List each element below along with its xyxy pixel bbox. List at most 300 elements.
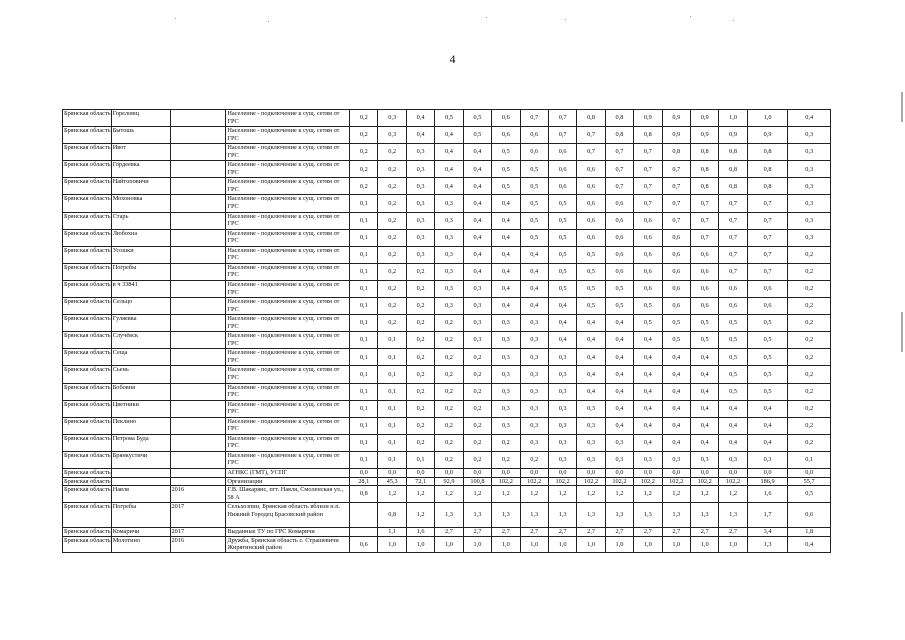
value-cell: 0,4 xyxy=(747,417,788,434)
value-cell: 0,3 xyxy=(577,400,605,417)
value-cell: 0,8 xyxy=(605,110,633,127)
value-cell: 0,4 xyxy=(435,161,463,178)
value-cell: 1,2 xyxy=(520,486,548,503)
value-cell: 0,8 xyxy=(747,161,788,178)
value-cell: 0,3 xyxy=(463,298,491,315)
value-cell: 102,2 xyxy=(690,477,718,486)
value-cell: 0,3 xyxy=(577,434,605,451)
year-cell xyxy=(170,127,226,144)
value-cell: 0,4 xyxy=(435,127,463,144)
value-cell: 1,2 xyxy=(662,486,690,503)
value-cell: 0,2 xyxy=(435,383,463,400)
settlement-cell: Бытошь xyxy=(111,127,170,144)
value-cell: 0,2 xyxy=(406,280,434,297)
value-cell: 0,2 xyxy=(406,400,434,417)
value-cell: 72,1 xyxy=(406,477,434,486)
year-cell xyxy=(170,110,226,127)
value-cell: 55,7 xyxy=(788,477,831,486)
value-cell: 0,3 xyxy=(520,383,548,400)
settlement-cell: Найтоповичи xyxy=(111,178,170,195)
value-cell: 0,0 xyxy=(378,468,406,477)
value-cell: 0,2 xyxy=(788,434,831,451)
value-cell: 0,3 xyxy=(406,161,434,178)
value-cell: 0,1 xyxy=(350,451,378,468)
value-cell: 0,5 xyxy=(719,383,747,400)
settlement-cell: Гореловщ xyxy=(111,110,170,127)
value-cell: 0,6 xyxy=(577,161,605,178)
value-cell: 2,7 xyxy=(463,528,491,537)
value-cell: 0,1 xyxy=(350,298,378,315)
value-cell: 0,8 xyxy=(605,127,633,144)
region-cell: Брянская область xyxy=(63,144,112,161)
value-cell: 0,1 xyxy=(350,263,378,280)
value-cell: 0,7 xyxy=(548,127,576,144)
value-cell: 0,7 xyxy=(605,178,633,195)
value-cell: 0,5 xyxy=(548,263,576,280)
year-cell xyxy=(170,477,226,486)
settlement-cell: Погребы xyxy=(111,263,170,280)
table-row xyxy=(63,477,831,486)
value-cell: 0,2 xyxy=(406,417,434,434)
year-cell: 2016 xyxy=(170,536,226,552)
settlement-cell: в ч 33841 xyxy=(111,280,170,297)
value-cell: 0,5 xyxy=(719,349,747,366)
value-cell: 0,2 xyxy=(350,161,378,178)
value-cell: 0,0 xyxy=(520,468,548,477)
value-cell: 0,7 xyxy=(520,110,548,127)
region-cell: Брянская область xyxy=(64,468,111,476)
settlement-cell: Брянкустичи xyxy=(111,451,170,468)
value-cell: 1,3 xyxy=(492,503,520,528)
value-cell: 0,2 xyxy=(788,280,831,297)
value-cell: 0,5 xyxy=(492,178,520,195)
value-cell: 0,3 xyxy=(788,144,831,161)
value-cell: 0,5 xyxy=(662,315,690,332)
value-cell: 0,7 xyxy=(719,246,747,263)
value-cell: 0,2 xyxy=(378,144,406,161)
value-cell: 0,7 xyxy=(605,161,633,178)
value-cell: 0,5 xyxy=(435,110,463,127)
value-cell: 0,3 xyxy=(548,383,576,400)
description-cell: Население - подключение к сущ. сетям от ГРС xyxy=(226,349,350,366)
value-cell: 0,7 xyxy=(690,195,718,212)
table-row xyxy=(63,434,831,451)
value-cell: 0,3 xyxy=(520,417,548,434)
value-cell: 0,3 xyxy=(548,434,576,451)
region-cell: Брянская область xyxy=(63,298,112,315)
value-cell: 0,3 xyxy=(435,212,463,229)
value-cell: 0,8 xyxy=(662,144,690,161)
value-cell: 0,2 xyxy=(492,451,520,468)
value-cell: 0,2 xyxy=(378,229,406,246)
value-cell: 0,6 xyxy=(690,263,718,280)
settlement-cell: Комаричи xyxy=(111,528,170,537)
value-cell: 0,6 xyxy=(605,229,633,246)
value-cell: 0,3 xyxy=(634,451,662,468)
value-cell: 0,4 xyxy=(690,383,718,400)
value-cell: 0,6 xyxy=(634,212,662,229)
year-cell: 2017 xyxy=(170,528,226,537)
value-cell: 0,0 xyxy=(788,468,831,477)
value-cell: 28,1 xyxy=(350,477,378,486)
description-cell: Население - подключение к сущ. сетям от ГРС xyxy=(226,366,350,383)
value-cell: 1,0 xyxy=(463,536,491,552)
value-cell: 2,7 xyxy=(690,528,718,537)
region-cell: Брянская область xyxy=(63,503,112,528)
year-cell xyxy=(170,144,226,161)
value-cell: 0,6 xyxy=(577,178,605,195)
value-cell: 0,2 xyxy=(406,349,434,366)
value-cell: 0,8 xyxy=(719,144,747,161)
value-cell: 0,6 xyxy=(747,298,788,315)
value-cell: 0,3 xyxy=(520,400,548,417)
value-cell: 0,0 xyxy=(577,468,605,477)
value-cell: 0,6 xyxy=(548,178,576,195)
region-cell: Брянская область xyxy=(63,315,112,332)
value-cell: 0,2 xyxy=(788,332,831,349)
value-cell: 0,0 xyxy=(463,468,491,477)
value-cell: 0,6 xyxy=(605,246,633,263)
value-cell: 0,3 xyxy=(747,451,788,468)
value-cell: 0,4 xyxy=(520,280,548,297)
value-cell: 0,3 xyxy=(520,434,548,451)
value-cell: 0,4 xyxy=(605,400,633,417)
value-cell: 0,1 xyxy=(350,229,378,246)
value-cell: 0,5 xyxy=(548,195,576,212)
year-cell xyxy=(170,212,226,229)
value-cell: 102,2 xyxy=(634,477,662,486)
value-cell: 0,2 xyxy=(788,315,831,332)
value-cell: 0,1 xyxy=(350,417,378,434)
value-cell: 0,4 xyxy=(605,315,633,332)
value-cell: 0,3 xyxy=(435,263,463,280)
value-cell: 0,4 xyxy=(662,434,690,451)
value-cell: 0,4 xyxy=(463,144,491,161)
value-cell: 0,2 xyxy=(406,315,434,332)
value-cell: 0,1 xyxy=(350,212,378,229)
table-row xyxy=(63,332,831,349)
value-cell: 0,7 xyxy=(662,195,690,212)
settlement-cell xyxy=(111,477,170,486)
value-cell: 0,9 xyxy=(662,127,690,144)
value-cell: 92,9 xyxy=(435,477,463,486)
description-cell: Население - подключение к сущ. сетям от ГРС xyxy=(226,383,350,400)
value-cell: 0,1 xyxy=(350,366,378,383)
value-cell: 1,2 xyxy=(378,486,406,503)
value-cell: 2,7 xyxy=(634,528,662,537)
value-cell: 0,7 xyxy=(747,195,788,212)
table-row xyxy=(63,229,831,246)
value-cell: 0,8 xyxy=(350,486,378,503)
value-cell: 0,6 xyxy=(662,246,690,263)
settlement-cell: Сельцо xyxy=(111,298,170,315)
value-cell: 0,2 xyxy=(463,434,491,451)
description-cell: Население - подключение к сущ. сетям от ГРС xyxy=(226,195,350,212)
value-cell: 0,5 xyxy=(634,315,662,332)
value-cell: 0,7 xyxy=(690,229,718,246)
value-cell: 0,5 xyxy=(520,161,548,178)
value-cell: 0,6 xyxy=(520,144,548,161)
region-cell: Брянская область xyxy=(63,349,112,366)
value-cell: 0,2 xyxy=(788,298,831,315)
value-cell: 0,3 xyxy=(435,280,463,297)
value-cell: 0,9 xyxy=(662,110,690,127)
value-cell: 0,3 xyxy=(605,434,633,451)
value-cell: 0,7 xyxy=(662,161,690,178)
value-cell: 0,3 xyxy=(520,332,548,349)
value-cell: 1,6 xyxy=(406,528,434,537)
table-body xyxy=(63,110,831,553)
value-cell: 0,8 xyxy=(719,178,747,195)
value-cell: 0,4 xyxy=(605,349,633,366)
value-cell: 0,3 xyxy=(788,178,831,195)
region-cell: Брянская область xyxy=(63,383,112,400)
value-cell: 0,1 xyxy=(788,451,831,468)
description-cell: Население - подключение к сущ. сетям от ГРС xyxy=(226,263,350,280)
value-cell: 0,3 xyxy=(548,366,576,383)
value-cell: 0,0 xyxy=(350,468,378,477)
value-cell: 0,5 xyxy=(463,127,491,144)
value-cell: 2,7 xyxy=(548,528,576,537)
value-cell: 0,3 xyxy=(548,417,576,434)
table-row xyxy=(63,144,831,161)
value-cell: 0,6 xyxy=(662,229,690,246)
settlement-cell: Ивот xyxy=(111,144,170,161)
value-cell: 0,8 xyxy=(747,178,788,195)
value-cell: 0,4 xyxy=(406,110,434,127)
region-cell: Брянская область xyxy=(63,110,112,127)
value-cell: 1,0 xyxy=(719,110,747,127)
table-row xyxy=(63,503,831,528)
table-row xyxy=(63,349,831,366)
settlement-cell: Сеща xyxy=(111,349,170,366)
value-cell: 0,5 xyxy=(548,246,576,263)
year-cell xyxy=(170,178,226,195)
settlement-cell: Бобовня xyxy=(111,383,170,400)
value-cell: 0,5 xyxy=(577,246,605,263)
table-row xyxy=(63,400,831,417)
value-cell: 0,6 xyxy=(690,298,718,315)
value-cell: 0,5 xyxy=(548,229,576,246)
value-cell: 0,3 xyxy=(492,332,520,349)
value-cell: 0,2 xyxy=(463,451,491,468)
value-cell: 0,3 xyxy=(662,451,690,468)
description-cell: Население - подключение к сущ. сетям от ГРС xyxy=(226,246,350,263)
value-cell: 0,2 xyxy=(378,212,406,229)
description-cell: Сельхозпин, Брянская область вблизи н.п. Нижний Городец Брасовский район xyxy=(226,503,350,528)
value-cell: 0,5 xyxy=(747,315,788,332)
value-cell: 0,4 xyxy=(463,229,491,246)
value-cell: 0,7 xyxy=(634,161,662,178)
value-cell: 0,4 xyxy=(492,298,520,315)
year-cell xyxy=(170,161,226,178)
value-cell: 0,5 xyxy=(520,212,548,229)
value-cell: 0,7 xyxy=(747,246,788,263)
region-cell: Брянская область xyxy=(63,195,112,212)
value-cell: 0,2 xyxy=(520,451,548,468)
year-cell xyxy=(170,315,226,332)
value-cell: 0,4 xyxy=(605,332,633,349)
value-cell: 0,8 xyxy=(378,503,406,528)
value-cell: 0,8 xyxy=(690,161,718,178)
description-cell: Выданные ТУ по ГРС Комаричи xyxy=(226,528,350,537)
value-cell: 1,3 xyxy=(577,503,605,528)
value-cell: 0,5 xyxy=(662,332,690,349)
value-cell: 0,3 xyxy=(548,400,576,417)
value-cell: 0,7 xyxy=(747,263,788,280)
value-cell: 0,4 xyxy=(520,298,548,315)
value-cell: 0,0 xyxy=(406,468,434,477)
value-cell: 0,4 xyxy=(719,417,747,434)
settlement-cell: Навля xyxy=(111,486,170,503)
value-cell: 0,7 xyxy=(634,178,662,195)
value-cell: 1,2 xyxy=(463,486,491,503)
value-cell: 0,4 xyxy=(492,280,520,297)
value-cell: 0,5 xyxy=(719,366,747,383)
description-cell: Население - подключение к сущ. сетям от ГРС xyxy=(226,178,350,195)
value-cell: 0,7 xyxy=(634,195,662,212)
value-cell: 0,3 xyxy=(492,349,520,366)
value-cell: 0,3 xyxy=(492,383,520,400)
settlement-cell: Погребы xyxy=(111,503,170,528)
value-cell: 0,6 xyxy=(690,246,718,263)
value-cell: 1,3 xyxy=(719,503,747,528)
value-cell: 0,2 xyxy=(788,400,831,417)
value-cell: 0,2 xyxy=(435,366,463,383)
value-cell: 0,4 xyxy=(719,434,747,451)
table-row xyxy=(63,195,831,212)
value-cell: 2,7 xyxy=(492,528,520,537)
settlement-cell: Любохна xyxy=(111,229,170,246)
value-cell: 0,2 xyxy=(406,434,434,451)
value-cell: 0,3 xyxy=(788,212,831,229)
value-cell: 0,2 xyxy=(492,434,520,451)
year-cell xyxy=(170,468,226,477)
value-cell: 0,1 xyxy=(378,451,406,468)
year-cell xyxy=(170,332,226,349)
value-cell: 0,7 xyxy=(577,127,605,144)
value-cell xyxy=(350,528,378,537)
value-cell: 2,7 xyxy=(520,528,548,537)
description-cell: Население - подключение к сущ. сетям от ГРС xyxy=(226,298,350,315)
value-cell: 0,1 xyxy=(378,400,406,417)
value-cell: 1,0 xyxy=(634,536,662,552)
value-cell: 3,4 xyxy=(747,528,788,537)
value-cell: 0,2 xyxy=(463,417,491,434)
value-cell: 0,2 xyxy=(378,298,406,315)
year-cell xyxy=(170,229,226,246)
region-cell: Брянская область xyxy=(63,229,112,246)
value-cell: 0,4 xyxy=(662,400,690,417)
table-row xyxy=(63,161,831,178)
value-cell: 0,5 xyxy=(492,144,520,161)
value-cell: 1,8 xyxy=(788,528,831,537)
value-cell: 0,5 xyxy=(719,315,747,332)
region-cell: Брянская область xyxy=(63,178,112,195)
value-cell: 0,1 xyxy=(378,434,406,451)
value-cell: 1,3 xyxy=(747,536,788,552)
value-cell: 0,6 xyxy=(662,280,690,297)
value-cell: 0,3 xyxy=(492,315,520,332)
value-cell: 0,9 xyxy=(690,110,718,127)
value-cell: 0,3 xyxy=(788,161,831,178)
value-cell: 1,0 xyxy=(435,536,463,552)
value-cell: 0,2 xyxy=(435,434,463,451)
region-cell: Брянская область xyxy=(63,212,112,229)
value-cell: 0,2 xyxy=(406,263,434,280)
value-cell: 0,1 xyxy=(350,434,378,451)
value-cell: 0,2 xyxy=(378,195,406,212)
value-cell: 0,2 xyxy=(788,349,831,366)
region-cell: Брянская область xyxy=(63,127,112,144)
table-row xyxy=(63,383,831,400)
value-cell: 0,4 xyxy=(463,212,491,229)
table-row xyxy=(63,468,831,477)
value-cell: 0,3 xyxy=(520,315,548,332)
value-cell: 0,0 xyxy=(634,468,662,477)
year-cell xyxy=(170,298,226,315)
value-cell: 0,7 xyxy=(719,229,747,246)
value-cell: 0,6 xyxy=(634,263,662,280)
value-cell: 1,2 xyxy=(605,486,633,503)
value-cell: 0,4 xyxy=(634,366,662,383)
value-cell: 0,3 xyxy=(690,451,718,468)
value-cell: 0,4 xyxy=(788,536,831,552)
value-cell: 0,9 xyxy=(690,127,718,144)
value-cell: 0,7 xyxy=(605,144,633,161)
value-cell: 0,5 xyxy=(747,332,788,349)
value-cell: 0,1 xyxy=(378,383,406,400)
settlement-cell: Старь xyxy=(111,212,170,229)
value-cell: 1,2 xyxy=(406,486,434,503)
region-cell: Брянская область xyxy=(63,161,112,178)
value-cell: 0,7 xyxy=(747,212,788,229)
value-cell: 0,6 xyxy=(548,144,576,161)
year-cell xyxy=(170,383,226,400)
value-cell: 0,1 xyxy=(350,280,378,297)
value-cell: 1,0 xyxy=(605,536,633,552)
year-cell xyxy=(170,451,226,468)
value-cell: 0,5 xyxy=(520,229,548,246)
value-cell: 2,7 xyxy=(719,528,747,537)
value-cell: 0,3 xyxy=(463,332,491,349)
value-cell: 0,2 xyxy=(435,417,463,434)
value-cell: 0,8 xyxy=(634,127,662,144)
value-cell: 0,4 xyxy=(577,315,605,332)
value-cell: 0,6 xyxy=(662,263,690,280)
value-cell: 0,4 xyxy=(463,161,491,178)
year-cell xyxy=(170,366,226,383)
value-cell: 0,3 xyxy=(548,349,576,366)
description-cell: Г.В. Шакарянс, пгт. Навля, Смоленская ул., 58 А xyxy=(226,486,350,503)
value-cell: 102,2 xyxy=(492,477,520,486)
value-cell: 0,2 xyxy=(406,298,434,315)
value-cell: 0,2 xyxy=(435,315,463,332)
value-cell: 0,5 xyxy=(747,383,788,400)
year-cell xyxy=(170,349,226,366)
value-cell: 0,0 xyxy=(435,468,463,477)
value-cell: 0,4 xyxy=(690,366,718,383)
value-cell: 0,4 xyxy=(605,366,633,383)
value-cell: 0,6 xyxy=(520,127,548,144)
table-row xyxy=(63,315,831,332)
value-cell: 1,7 xyxy=(747,503,788,528)
settlement-cell: Гордеевка xyxy=(111,161,170,178)
region-cell: Брянская область xyxy=(63,263,112,280)
region-cell: Брянская область xyxy=(63,417,112,434)
value-cell: 0,2 xyxy=(350,110,378,127)
value-cell xyxy=(350,503,378,528)
